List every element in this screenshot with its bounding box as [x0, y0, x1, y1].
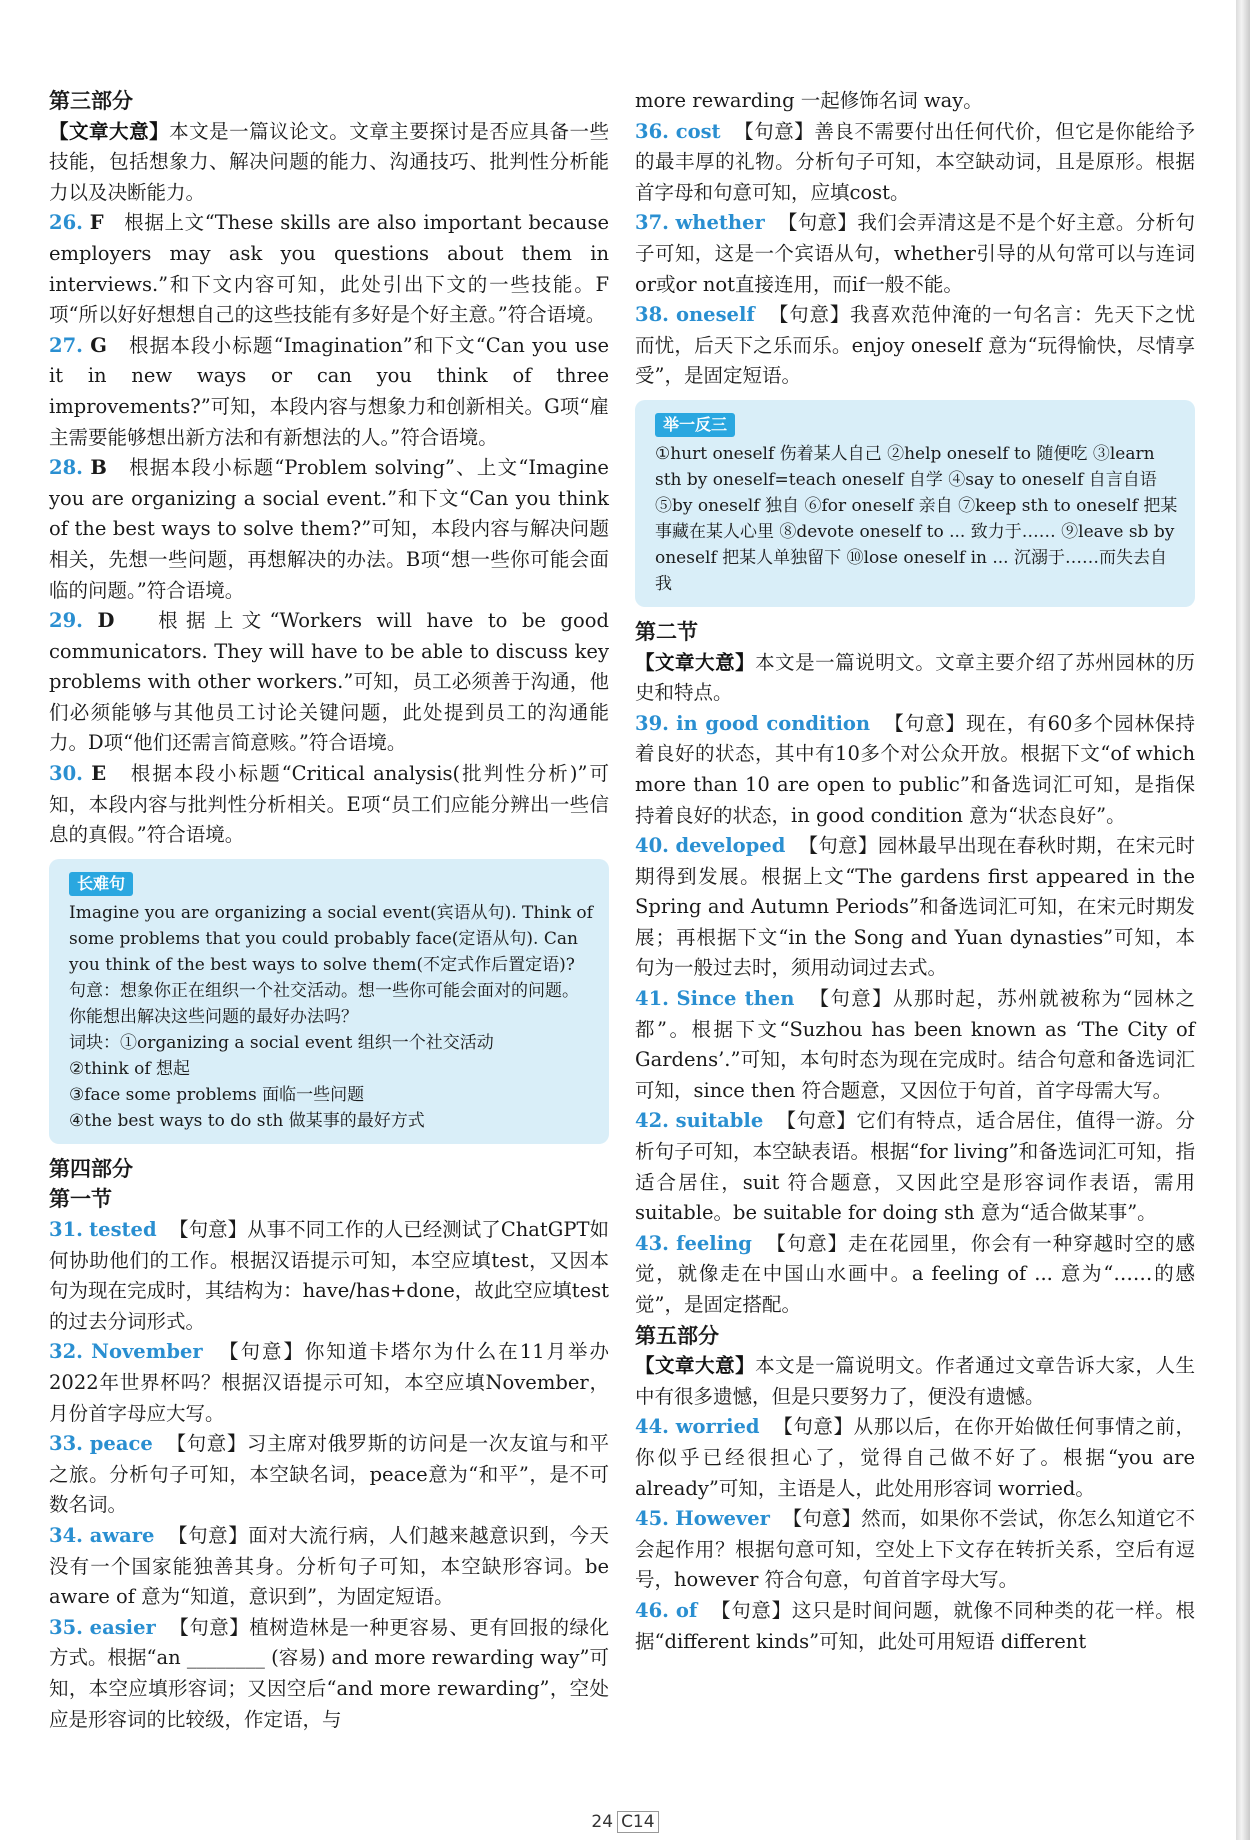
page-footer [0, 1812, 1250, 1832]
question-number: 38. [635, 303, 669, 327]
question-number: 27. [49, 333, 83, 357]
section-title: 第五部分 [635, 1322, 719, 1348]
explanation: 【句意】从事不同工作的人已经测试了ChatGPT如何协助他们的工作。根据汉语提示可知，本空应填test，又因本句为现在完成时，其结构为：have/has+done，故此空应填test的过去分词形式。 [49, 1218, 609, 1333]
answer-key: worried [675, 1415, 760, 1439]
question-number: 31. [49, 1218, 83, 1242]
question-number: 40. [635, 834, 669, 858]
box-text: ①hurt oneself 伤着某人自己 ②help oneself to 随便吃 ③learn sth by oneself=teach oneself 自学 ④say to oneself 自言自语 ⑤by oneself 独自 ⑥for oneself 亲自 ⑦keep sth to oneself 把某事藏在某人心里 ⑧devote oneself to ... 致力于…… ⑨leave sb by oneself 把某人单独留下 ⑩lose oneself in ... 沉溺于……而失去自我 [655, 443, 1178, 594]
explanation: 【句意】我们会弄清这是不是个好主意。分析句子可知，这是一个宾语从句，whether引导的从句常可以与连词or或or not直接连用，而if一般不能。 [635, 211, 1195, 296]
subsection-title: 第一节 [49, 1186, 112, 1212]
explanation: 根据本段小标题“Imagination”和下文“Can you use it in new ways or can you think of three improvements?”可知，本段内容与想象力和创新相关。G项“雇主需要能够想出新方法和有新想法的人。”符合语境。 [49, 333, 609, 449]
question-number: 45. [635, 1507, 669, 1531]
explanation: 【句意】习主席对俄罗斯的访问是一次友谊与和平之旅。分析句子可知，本空缺名词，peace意为“和平”，是不可数名词。 [49, 1432, 609, 1517]
answer-item [49, 1337, 609, 1429]
answer-item [49, 606, 609, 759]
summary-text: 本文是一篇说明文。文章主要介绍了苏州园林的历史和特点。 [635, 650, 1195, 705]
answer-key: whether [675, 211, 765, 235]
page-number: 24 [591, 1812, 614, 1832]
explanation: 【句意】从那以后，在你开始做任何事情之前，你似乎已经很担心了，觉得自己做不好了。根据“you are already”可知，主语是人，此处用形容词 worried。 [635, 1415, 1195, 1500]
box-line: Imagine you are organizing a social event(宾语从句). Think of some problems that you could probably face(定语从句). Can you think of the best ways to solve them(不定式作后置定语)? [69, 902, 593, 975]
explanation: 【句意】面对大流行病，人们越来越意识到，今天没有一个国家能独善其身。分析句子可知，本空缺形容词。be aware of 意为“知道，意识到”，为固定短语。 [49, 1523, 609, 1609]
explanation: 【句意】走在花园里，你会有一种穿越时空的感觉，就像走在中国山水画中。a feeling of ... 意为“……的感觉”，是固定搭配。 [635, 1231, 1195, 1316]
question-number: 39. [635, 711, 669, 735]
right-column [635, 86, 1195, 1657]
answer-item [49, 331, 609, 453]
answer-item [635, 1412, 1195, 1504]
answer-item [49, 1215, 609, 1337]
answer-item [635, 1229, 1195, 1321]
summary-paragraph [49, 117, 609, 209]
answer-item [635, 984, 1195, 1106]
answer-item [635, 117, 1195, 209]
summary-tag: 【文章大意】 [49, 119, 170, 143]
extension-box [635, 400, 1195, 607]
explanation: 【句意】从那时起，苏州就被称为“园林之都”。根据下文“Suzhou has been known as ‘The City of Gardens’.”可知，本句时态为现在完成时。结合句意和备选词汇可知，since then 符合题意，又因位于句首，首字母需大写。 [635, 987, 1195, 1102]
explanation: 【句意】你知道卡塔尔为什么在11月举办2022年世界杯吗？根据汉语提示可知，本空应填November，月份首字母应大写。 [49, 1340, 609, 1425]
question-number: 43. [635, 1231, 669, 1255]
summary-tag: 【文章大意】 [635, 1354, 756, 1378]
left-column [49, 86, 609, 1735]
page-code: C14 [617, 1811, 659, 1833]
question-number: 42. [635, 1109, 669, 1133]
question-number: 37. [635, 211, 669, 235]
summary-paragraph [635, 1351, 1195, 1412]
question-number: 41. [635, 987, 669, 1011]
summary-text: 本文是一篇议论文。文章主要探讨是否应具备一些技能，包括想象力、解决问题的能力、沟通技巧、批判性分析能力以及决断能力。 [49, 119, 609, 204]
answer-key: November [91, 1340, 203, 1364]
box-label: 举一反三 [655, 413, 735, 437]
answer-item [49, 1613, 609, 1735]
answer-item [635, 1596, 1195, 1657]
box-line: 词块：①organizing a social event 组织一个社交活动 [69, 1032, 494, 1053]
explanation: 【句意】它们有特点，适合居住，值得一游。分析句子可知，本空缺表语。根据“for living”和备选词汇可知，指适合居住，suit 符合题意，又因此空是形容词作表语，需用 suitable。be suitable for doing sth 意为“适合做某事”。 [635, 1109, 1195, 1225]
answer-item [49, 1521, 609, 1613]
explanation: 【句意】我喜欢范仲淹的一句名言：先天下之忧而忧，后天下之乐而乐。enjoy oneself 意为“玩得愉快，尽情享受”，是固定短语。 [635, 303, 1196, 388]
section-title: 第三部分 [49, 88, 133, 113]
answer-key: cost [675, 119, 721, 143]
page-edge [1236, 0, 1250, 1840]
answer-key: However [675, 1507, 770, 1531]
answer-key: developed [675, 834, 786, 858]
answer-key: easier [89, 1615, 156, 1639]
answer-item [635, 1106, 1195, 1228]
answer-key: F [89, 211, 104, 235]
answer-key: aware [89, 1523, 155, 1547]
answer-key: G [90, 333, 107, 357]
question-number: 46. [635, 1598, 669, 1622]
answer-item [49, 208, 609, 330]
question-number: 36. [635, 119, 669, 143]
answer-item [49, 453, 609, 606]
question-number: 44. [635, 1415, 669, 1439]
question-number: 34. [49, 1523, 83, 1547]
question-number: 28. [49, 456, 83, 480]
answer-item [49, 1429, 609, 1521]
question-number: 32. [49, 1340, 83, 1364]
summary-text: 本文是一篇说明文。作者通过文章告诉大家，人生中有很多遗憾，但是只要努力了，便没有遗憾。 [635, 1354, 1195, 1408]
answer-key: in good condition [676, 711, 871, 735]
box-line: 句意：想象你正在组织一个社交活动。想一些你可能会面对的问题。你能想出解决这些问题的最好办法吗？ [69, 980, 579, 1027]
answer-item [49, 759, 609, 851]
explanation: 【句意】然而，如果你不尝试，你怎么知道它不会起作用？根据句意可知，空处上下文存在转折关系，空后有逗号，however 符合句意，句首首字母大写。 [635, 1507, 1195, 1592]
explanation: 根据上文“These skills are also important because employers may ask you questions about them in interviews.”和下文内容可知，此处引出下文的一些技能。F项“所以好好想想自己的这些技能有多好是个好主意。”符合语境。 [49, 211, 609, 327]
box-label: 长难句 [69, 872, 133, 896]
answer-item [635, 208, 1195, 300]
answer-key: B [90, 456, 107, 480]
question-number: 26. [49, 211, 83, 235]
continuation-text: more rewarding 一起修饰名词 way。 [635, 89, 983, 112]
answer-item [635, 709, 1195, 831]
question-number: 29. [49, 609, 83, 633]
explanation: 【句意】这只是时间问题，就像不同种类的花一样。根据“different kinds”可知，此处可用短语 different [635, 1598, 1195, 1653]
answer-item [635, 1504, 1195, 1596]
answer-item [635, 831, 1195, 984]
long-sentence-box [49, 859, 609, 1144]
summary-tag: 【文章大意】 [635, 650, 756, 674]
question-number: 33. [49, 1432, 83, 1456]
box-line: ②think of 想起 [69, 1058, 191, 1079]
explanation: 【句意】植树造林是一种更容易、更有回报的绿化方式。根据“an ________ (容易) and more rewarding way”可知，本空应填形容词；又因空后“and more rewarding”，空处应是形容词的比较级，作定语，与 [49, 1615, 609, 1731]
box-line: ④the best ways to do sth 做某事的最好方式 [69, 1110, 425, 1131]
answer-key: oneself [675, 303, 755, 327]
explanation: 【句意】园林最早出现在春秋时期，在宋元时期得到发展。根据上文“The gardens first appeared in the Spring and Autumn Periods”和备选词汇可知，在宋元时期发展；再根据下文“in the Song and Yuan dynasties”可知，本句为一般过去时，须用动词过去式。 [635, 834, 1195, 980]
explanation: 根据本段小标题“Problem solving”、上文“Imagine you are organizing a social event.”和下文“Can you think of the best ways to solve them?”可知，本段内容与解决问题相关，先想一些问题，再想解决的办法。B项“想一些你可能会面临的问题。”符合语境。 [49, 456, 609, 602]
answer-key: suitable [675, 1109, 764, 1133]
explanation: 【句意】现在，有60多个园林保持着良好的状态，其中有10多个对公众开放。根据下文“of which more than 10 are open to public”和备选词汇可知，是指保持着良好的状态，in good condition 意为“状态良好”。 [635, 711, 1195, 827]
explanation: 根据本段小标题“Critical analysis(批判性分析)”可知，本段内容与批判性分析相关。E项“员工们应能分辨出一些信息的真假。”符合语境。 [49, 762, 609, 847]
question-number: 35. [49, 1615, 83, 1639]
box-line: ③face some problems 面临一些问题 [69, 1084, 365, 1105]
summary-paragraph [635, 648, 1195, 709]
explanation: 【句意】善良不需要付出任何代价，但它是你能给予的最丰厚的礼物。分析句子可知，本空缺动词，且是原形。根据首字母和句意可知，应填cost。 [635, 119, 1195, 204]
answer-key: tested [89, 1218, 157, 1242]
explanation: 根据上文“Workers will have to be good communicators. They will have to be able to discuss key problems with other workers.”可知，员工必须善于沟通，他们必须能够与其他员工讨论关键问题，此处提到员工的沟通能力。D项“他们还需言简意赅。”符合语境。 [49, 609, 609, 755]
answer-item [635, 300, 1195, 392]
subsection-title: 第二节 [635, 618, 698, 644]
answer-key: peace [89, 1432, 153, 1456]
section-title: 第四部分 [49, 1155, 133, 1181]
answer-key: E [91, 762, 107, 786]
answer-key: feeling [676, 1231, 752, 1255]
answer-key: D [97, 609, 115, 633]
question-number: 30. [49, 762, 83, 786]
answer-key: of [675, 1598, 698, 1622]
answer-key: Since then [676, 987, 795, 1011]
